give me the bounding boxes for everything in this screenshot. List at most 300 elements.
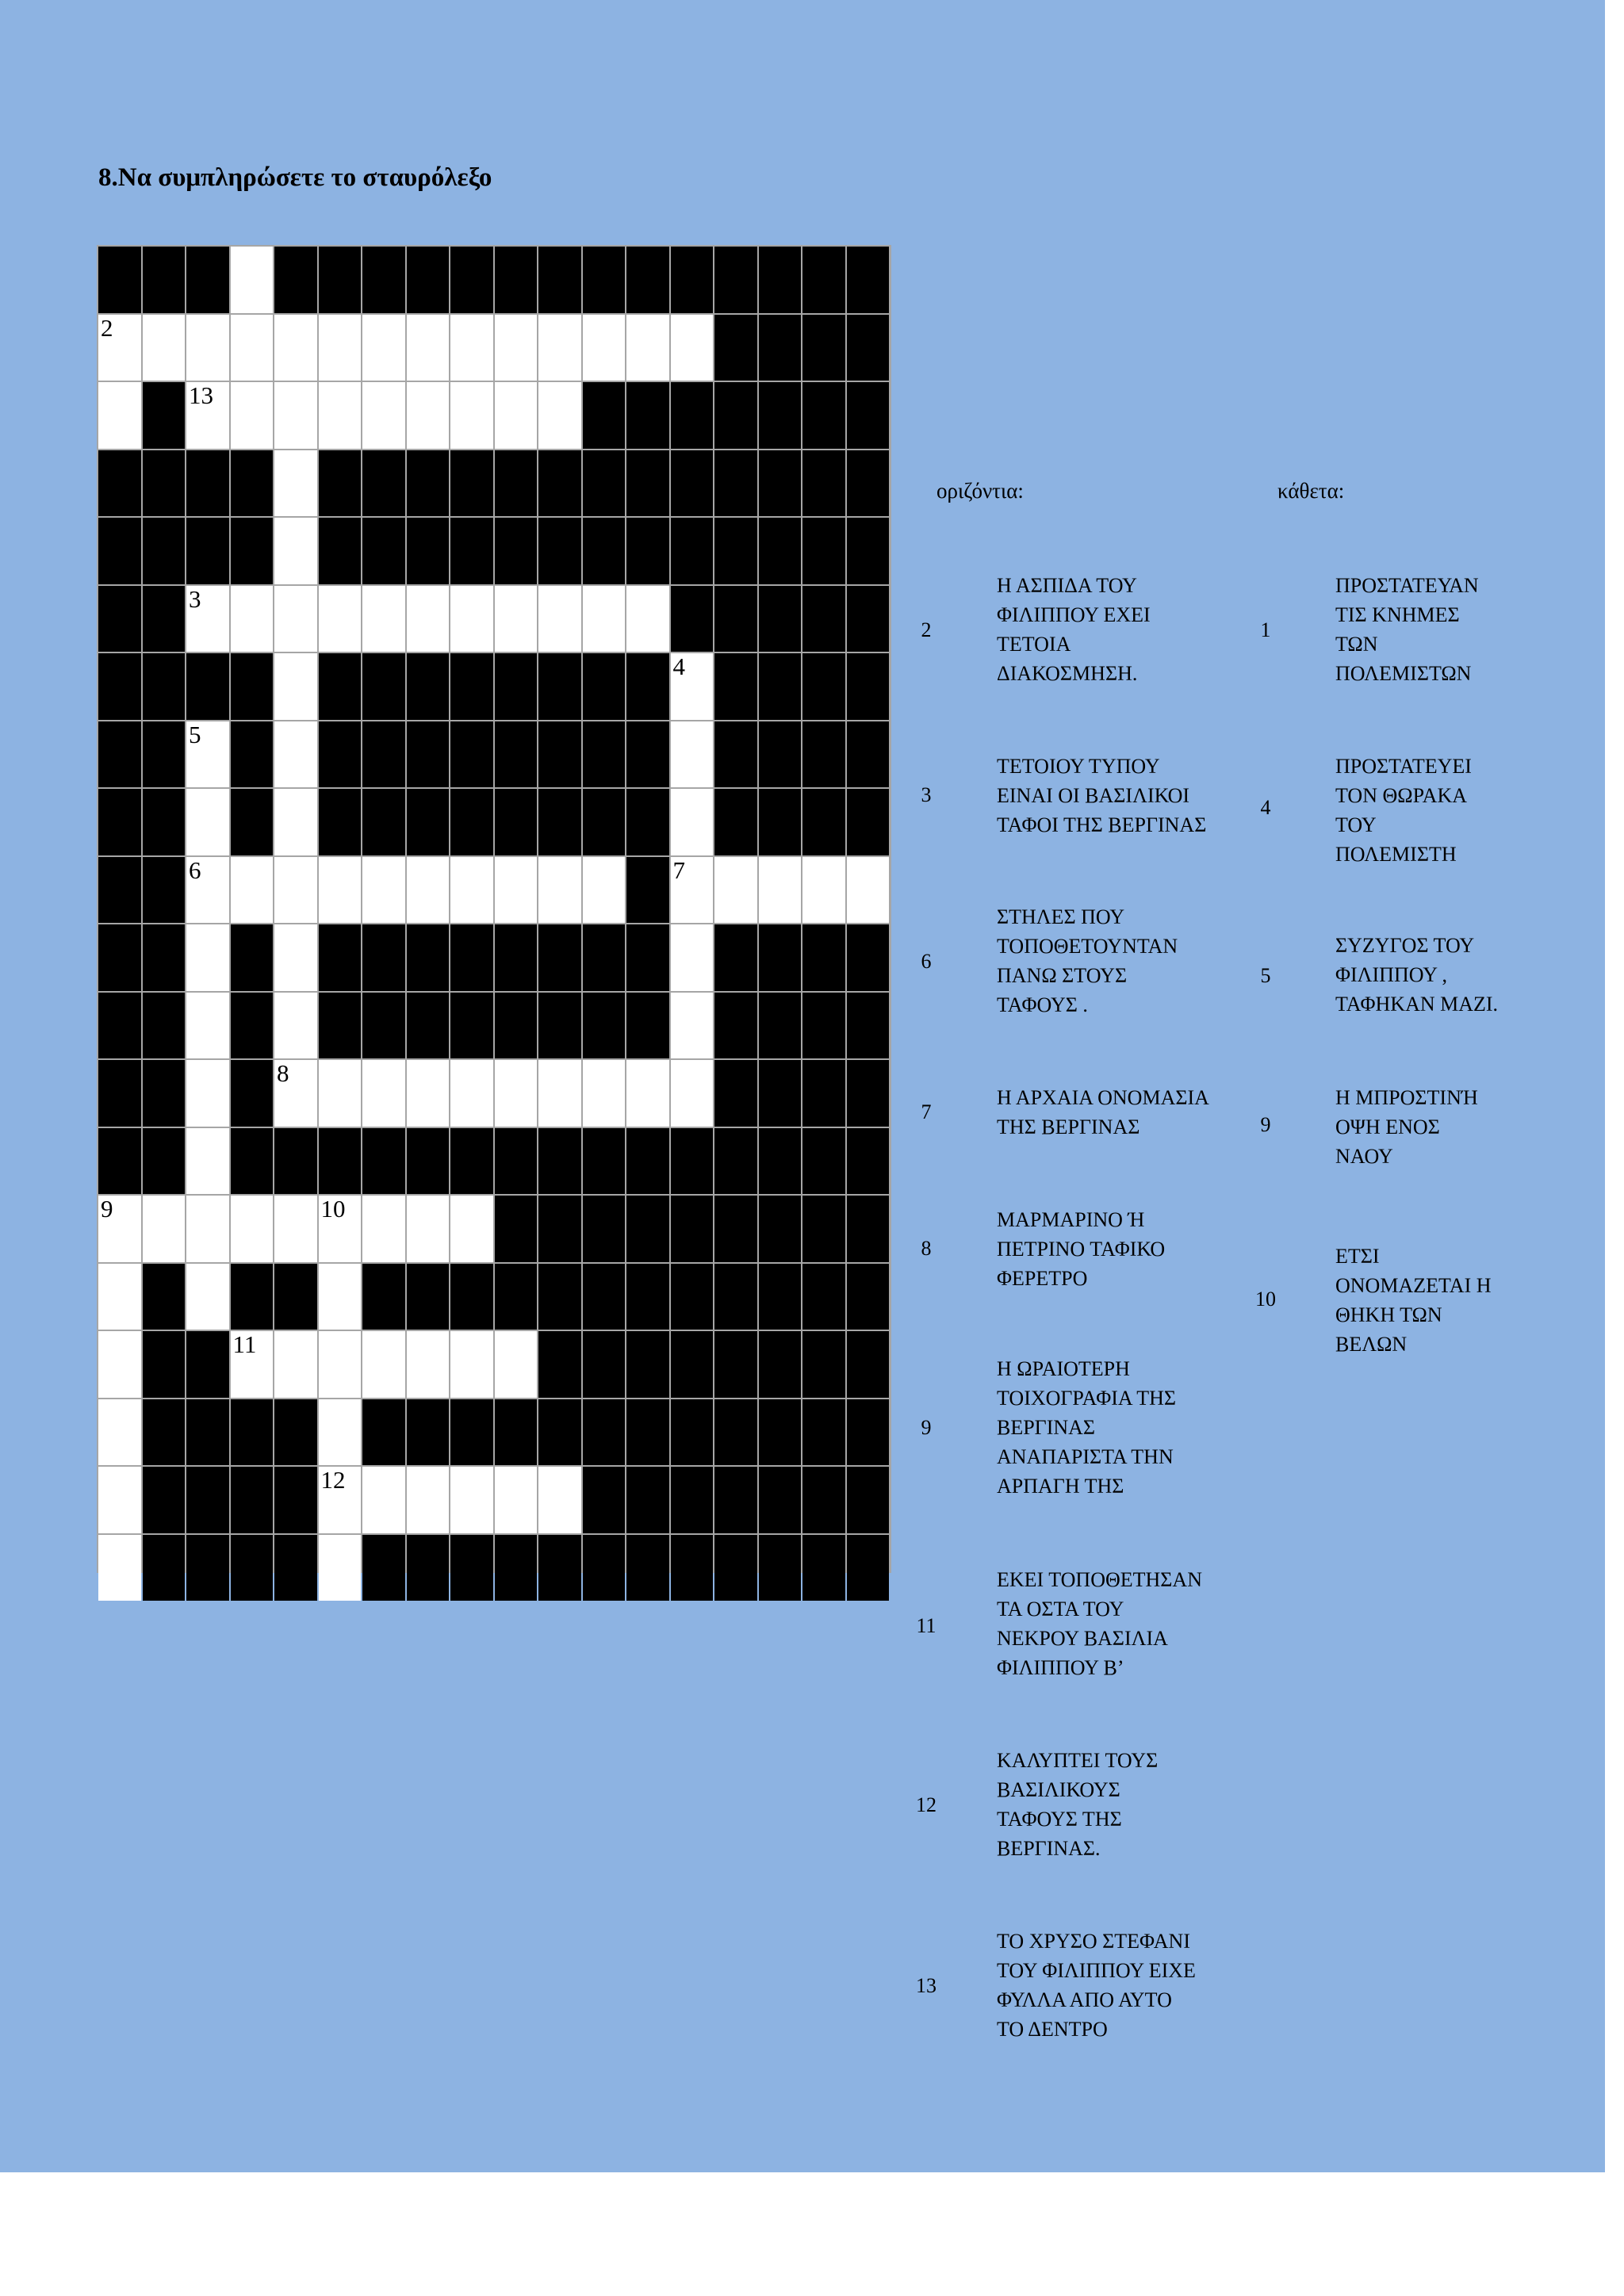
crossword-cell-blocked xyxy=(186,1535,229,1601)
crossword-cell-blocked xyxy=(186,247,229,313)
crossword-cell-blocked xyxy=(274,247,317,313)
crossword-cell-blocked xyxy=(538,1331,581,1398)
crossword-cell-blocked xyxy=(407,721,450,788)
crossword-cell-blank[interactable] xyxy=(231,382,274,449)
crossword-cell-blank[interactable] xyxy=(186,315,229,381)
across-clue-number: 12 xyxy=(916,1793,936,1816)
crossword-cell-blocked xyxy=(759,586,802,652)
crossword-cell-blocked xyxy=(714,653,757,720)
crossword-cell-blank[interactable] xyxy=(186,924,229,991)
crossword-cell-blocked xyxy=(98,653,141,720)
crossword-cell-blocked xyxy=(759,1060,802,1127)
crossword-cell-blocked xyxy=(714,1331,757,1398)
crossword-cell-blank[interactable] xyxy=(495,1331,538,1398)
crossword-cell-blocked xyxy=(759,382,802,449)
crossword-cell-blank[interactable] xyxy=(671,924,714,991)
crossword-cell-blocked xyxy=(538,721,581,788)
down-clue-text: ΕΤΣΙ ΟΝΟΜΑΖΕΤΑΙ Η ΘΗΚΗ ΤΩΝ ΒΕΛΩΝ xyxy=(1335,1245,1492,1356)
crossword-cell-blocked xyxy=(626,924,669,991)
crossword-cell-blocked xyxy=(362,1399,405,1466)
crossword-clue-number: 12 xyxy=(320,1466,346,1494)
crossword-cell-blank[interactable] xyxy=(626,315,669,381)
crossword-cell-blocked xyxy=(143,857,186,924)
crossword-cell-blank[interactable] xyxy=(319,1331,362,1398)
crossword-cell-blocked xyxy=(583,1535,626,1601)
crossword-cell-blank[interactable] xyxy=(319,382,362,449)
crossword-cell-blocked xyxy=(362,1535,405,1601)
crossword-cell-blank[interactable] xyxy=(671,993,714,1059)
crossword-cell-blocked xyxy=(274,1264,317,1330)
crossword-cell-blocked xyxy=(98,1060,141,1127)
crossword-cell-blocked xyxy=(802,1196,845,1262)
crossword-cell-blocked xyxy=(143,382,186,449)
across-clue-number: 13 xyxy=(916,1974,936,1997)
crossword-cell-blank[interactable] xyxy=(671,315,714,381)
crossword-cell-blocked xyxy=(407,1399,450,1466)
crossword-cell-blocked xyxy=(495,721,538,788)
crossword-cell-blocked xyxy=(802,789,845,855)
crossword-cell-blocked xyxy=(362,924,405,991)
crossword-cell-blocked xyxy=(362,518,405,584)
crossword-cell-blocked xyxy=(759,1467,802,1533)
crossword-cell-blank[interactable] xyxy=(362,382,405,449)
crossword-cell-blank[interactable] xyxy=(671,721,714,788)
crossword-clue-number: 10 xyxy=(320,1195,346,1223)
crossword-cell-blocked xyxy=(495,518,538,584)
crossword-cell-blank[interactable] xyxy=(407,1060,450,1127)
crossword-cell-blocked xyxy=(671,382,714,449)
crossword-cell-blocked xyxy=(407,247,450,313)
crossword-cell-blocked xyxy=(186,653,229,720)
crossword-cell-blocked xyxy=(759,1128,802,1195)
crossword-cell-blocked xyxy=(407,924,450,991)
crossword-cell-blocked xyxy=(98,518,141,584)
crossword-cell-blank[interactable] xyxy=(495,315,538,381)
across-clue-text: Η ΩΡΑΙΟΤΕΡΗ ΤΟΙΧΟΓΡΑΦΙΑ ΤΗΣ ΒΕΡΓΙΝΑΣ ΑΝΑΠΑΡΙΣΤΑ ΤΗΝ ΑΡΠΑΓΗ ΤΗΣ xyxy=(997,1357,1177,1498)
crossword-cell-blank[interactable] xyxy=(186,1196,229,1262)
crossword-cell-blocked xyxy=(186,450,229,517)
crossword-cell-blocked xyxy=(319,1128,362,1195)
crossword-cell-blank[interactable] xyxy=(98,1196,141,1262)
crossword-cell-blocked xyxy=(759,1264,802,1330)
crossword-cell-blocked xyxy=(495,1399,538,1466)
crossword-cell-blank[interactable] xyxy=(319,315,362,381)
crossword-cell-blocked xyxy=(407,653,450,720)
crossword-cell-blocked xyxy=(802,1331,845,1398)
crossword-cell-blocked xyxy=(231,1399,274,1466)
crossword-cell-blocked xyxy=(671,586,714,652)
crossword-cell-blank[interactable] xyxy=(583,586,626,652)
crossword-cell-blocked xyxy=(847,382,890,449)
crossword-cell-blank[interactable] xyxy=(362,315,405,381)
crossword-cell-blocked xyxy=(274,1535,317,1601)
crossword-cell-blank[interactable] xyxy=(98,382,141,449)
crossword-cell-blocked xyxy=(626,1331,669,1398)
crossword-clue-number: 11 xyxy=(232,1330,257,1358)
crossword-cell-blank[interactable] xyxy=(231,586,274,652)
crossword-cell-blocked xyxy=(231,653,274,720)
across-clue-text: ΜΑΡΜΑΡΙΝΟ Ή ΠΕΤΡΙΝΟ ΤΑΦΙΚΟ ΦΕΡΕΤΡΟ xyxy=(997,1208,1166,1290)
crossword-cell-blank[interactable] xyxy=(274,518,317,584)
crossword-cell-blank[interactable] xyxy=(583,857,626,924)
crossword-cell-blocked xyxy=(143,789,186,855)
crossword-cell-blocked xyxy=(362,721,405,788)
crossword-cell-blank[interactable] xyxy=(407,1196,450,1262)
crossword-cell-blank[interactable] xyxy=(362,857,405,924)
crossword-cell-blocked xyxy=(407,1535,450,1601)
crossword-cell-blank[interactable] xyxy=(319,586,362,652)
crossword-cell-blank[interactable] xyxy=(274,924,317,991)
crossword-cell-blank[interactable] xyxy=(538,586,581,652)
crossword-cell-blank[interactable] xyxy=(186,1128,229,1195)
across-clue-number: 7 xyxy=(921,1100,932,1123)
crossword-cell-blocked xyxy=(495,993,538,1059)
across-clue-number: 6 xyxy=(921,950,932,973)
crossword-cell-blocked xyxy=(450,789,493,855)
crossword-cell-blocked xyxy=(714,382,757,449)
crossword-cell-blocked xyxy=(231,1128,274,1195)
crossword-cell-blank[interactable] xyxy=(450,1196,493,1262)
crossword-cell-blocked xyxy=(759,721,802,788)
crossword-cell-blocked xyxy=(671,518,714,584)
across-clue-text: ΤΕΤΟΙΟΥ ΤΥΠΟΥ ΕΙΝΑΙ ΟΙ ΒΑΣΙΛΙΚΟΙ ΤΑΦΟΙ ΤΗΣ ΒΕΡΓΙΝΑΣ xyxy=(997,755,1207,836)
crossword-cell-blocked xyxy=(231,1467,274,1533)
crossword-cell-blocked xyxy=(495,653,538,720)
crossword-cell-blocked xyxy=(671,1331,714,1398)
crossword-cell-blocked xyxy=(714,586,757,652)
crossword-cell-blocked xyxy=(759,450,802,517)
crossword-cell-blocked xyxy=(626,518,669,584)
crossword-cell-blank[interactable] xyxy=(407,315,450,381)
crossword-cell-blocked xyxy=(231,993,274,1059)
crossword-cell-blank[interactable] xyxy=(98,1399,141,1466)
crossword-cell-blocked xyxy=(802,721,845,788)
crossword-cell-blank[interactable] xyxy=(186,1060,229,1127)
crossword-cell-blocked xyxy=(186,518,229,584)
crossword-cell-blank[interactable] xyxy=(319,1060,362,1127)
crossword-cell-blank[interactable] xyxy=(407,857,450,924)
crossword-cell-blocked xyxy=(143,1331,186,1398)
crossword-cell-blank[interactable] xyxy=(495,857,538,924)
crossword-cell-blocked xyxy=(583,993,626,1059)
crossword-cell-blank[interactable] xyxy=(186,382,229,449)
down-clue-number: 4 xyxy=(1260,796,1271,819)
crossword-cell-blocked xyxy=(802,382,845,449)
crossword-cell-blocked xyxy=(538,518,581,584)
crossword-cell-blocked xyxy=(583,789,626,855)
crossword-clue-number: 3 xyxy=(189,584,201,613)
crossword-cell-blocked xyxy=(495,247,538,313)
crossword-cell-blocked xyxy=(671,1128,714,1195)
crossword-cell-blocked xyxy=(450,518,493,584)
crossword-cell-blocked xyxy=(362,789,405,855)
crossword-cell-blocked xyxy=(759,1399,802,1466)
crossword-cell-blocked xyxy=(450,924,493,991)
crossword-cell-blank[interactable] xyxy=(583,315,626,381)
crossword-cell-blocked xyxy=(538,924,581,991)
crossword-cell-blocked xyxy=(671,247,714,313)
crossword-cell-blank[interactable] xyxy=(538,857,581,924)
crossword-clue-number: 7 xyxy=(672,855,685,884)
crossword-cell-blocked xyxy=(143,1128,186,1195)
crossword-cell-blocked xyxy=(583,382,626,449)
crossword-cell-blocked xyxy=(538,993,581,1059)
crossword-clue-number: 2 xyxy=(101,313,113,342)
crossword-cell-blank[interactable] xyxy=(274,315,317,381)
crossword-cell-blocked xyxy=(847,518,890,584)
crossword-cell-blocked xyxy=(714,1535,757,1601)
crossword-cell-blocked xyxy=(495,789,538,855)
crossword-cell-blocked xyxy=(98,586,141,652)
crossword-cell-blocked xyxy=(583,1467,626,1533)
crossword-cell-blank[interactable] xyxy=(186,857,229,924)
crossword-cell-blank[interactable] xyxy=(495,1467,538,1533)
crossword-cell-blank[interactable] xyxy=(362,1060,405,1127)
crossword-cell-blank[interactable] xyxy=(98,1535,141,1601)
crossword-cell-blocked xyxy=(538,1399,581,1466)
crossword-cell-blank[interactable] xyxy=(186,586,229,652)
crossword-cell-blank[interactable] xyxy=(759,857,802,924)
crossword-cell-blank[interactable] xyxy=(626,1060,669,1127)
crossword-cell-blocked xyxy=(362,247,405,313)
crossword-cell-blank[interactable] xyxy=(495,1060,538,1127)
crossword-cell-blank[interactable] xyxy=(450,1467,493,1533)
crossword-cell-blocked xyxy=(626,721,669,788)
crossword-cell-blank[interactable] xyxy=(407,1467,450,1533)
crossword-cell-blocked xyxy=(231,1264,274,1330)
crossword-cell-blank[interactable] xyxy=(274,993,317,1059)
crossword-cell-blank[interactable] xyxy=(274,789,317,855)
crossword-cell-blank[interactable] xyxy=(847,857,890,924)
crossword-cell-blank[interactable] xyxy=(319,857,362,924)
crossword-cell-blank[interactable] xyxy=(143,1196,186,1262)
crossword-cell-blank[interactable] xyxy=(186,721,229,788)
crossword-cell-blocked xyxy=(626,1535,669,1601)
crossword-cell-blocked xyxy=(98,721,141,788)
crossword-cell-blank[interactable] xyxy=(231,315,274,381)
crossword-cell-blank[interactable] xyxy=(538,315,581,381)
crossword-cell-blocked xyxy=(626,1467,669,1533)
crossword-cell-blank[interactable] xyxy=(274,1331,317,1398)
across-clue-number: 2 xyxy=(921,618,932,641)
crossword-cell-blank[interactable] xyxy=(98,1264,141,1330)
crossword-cell-blocked xyxy=(538,247,581,313)
crossword-cell-blocked xyxy=(802,450,845,517)
crossword-cell-blocked xyxy=(583,1264,626,1330)
crossword-cell-blocked xyxy=(538,1264,581,1330)
crossword-cell-blocked xyxy=(231,721,274,788)
crossword-cell-blank[interactable] xyxy=(802,857,845,924)
crossword-cell-blank[interactable] xyxy=(186,1264,229,1330)
crossword-cell-blank[interactable] xyxy=(538,382,581,449)
crossword-cell-blocked xyxy=(671,1399,714,1466)
crossword-cell-blank[interactable] xyxy=(274,721,317,788)
crossword-cell-blocked xyxy=(759,1535,802,1601)
crossword-cell-blank[interactable] xyxy=(274,1060,317,1127)
crossword-cell-blank[interactable] xyxy=(407,586,450,652)
crossword-cell-blocked xyxy=(407,518,450,584)
crossword-cell-blank[interactable] xyxy=(450,586,493,652)
crossword-cell-blocked xyxy=(759,993,802,1059)
crossword-cell-blocked xyxy=(714,1264,757,1330)
crossword-cell-blocked xyxy=(847,247,890,313)
crossword-cell-blocked xyxy=(714,518,757,584)
crossword-cell-blank[interactable] xyxy=(450,382,493,449)
crossword-cell-blank[interactable] xyxy=(538,1467,581,1533)
crossword-cell-blocked xyxy=(450,1399,493,1466)
crossword-cell-blocked xyxy=(231,1060,274,1127)
crossword-cell-blank[interactable] xyxy=(274,1196,317,1262)
crossword-cell-blank[interactable] xyxy=(362,1467,405,1533)
crossword-cell-blank[interactable] xyxy=(319,1399,362,1466)
crossword-cell-blocked xyxy=(714,247,757,313)
crossword-cell-blocked xyxy=(759,1331,802,1398)
crossword-cell-blocked xyxy=(538,653,581,720)
crossword-cell-blocked xyxy=(847,1060,890,1127)
crossword-cell-blocked xyxy=(626,450,669,517)
crossword-cell-blank[interactable] xyxy=(626,586,669,652)
down-clue-text: ΠΡΟΣΤΑΤΕΥΕΙ ΤΟΝ ΘΩΡΑΚΑ ΤΟΥ ΠΟΛΕΜΙΣΤΗ xyxy=(1335,755,1472,866)
crossword-cell-blocked xyxy=(495,1128,538,1195)
crossword-cell-blank[interactable] xyxy=(231,857,274,924)
crossword-cell-blank[interactable] xyxy=(407,1331,450,1398)
crossword-cell-blocked xyxy=(495,450,538,517)
crossword-cell-blocked xyxy=(671,450,714,517)
crossword-cell-blocked xyxy=(98,450,141,517)
crossword-cell-blocked xyxy=(98,789,141,855)
crossword-cell-blocked xyxy=(671,1264,714,1330)
crossword-cell-blank[interactable] xyxy=(319,1264,362,1330)
crossword-cell-blank[interactable] xyxy=(450,1331,493,1398)
crossword-clue-number: 5 xyxy=(189,720,201,748)
crossword-cell-blocked xyxy=(231,789,274,855)
crossword-cell-blocked xyxy=(847,789,890,855)
crossword-cell-blocked xyxy=(450,1264,493,1330)
crossword-cell-blocked xyxy=(714,1196,757,1262)
crossword-cell-blocked xyxy=(626,857,669,924)
crossword-cell-blocked xyxy=(495,1535,538,1601)
crossword-cell-blocked xyxy=(626,247,669,313)
crossword-cell-blocked xyxy=(143,1467,186,1533)
crossword-cell-blank[interactable] xyxy=(714,857,757,924)
crossword-cell-blank[interactable] xyxy=(671,789,714,855)
across-clue-number: 11 xyxy=(916,1614,936,1637)
crossword-cell-blank[interactable] xyxy=(362,1196,405,1262)
crossword-cell-blank[interactable] xyxy=(362,1331,405,1398)
crossword-cell-blocked xyxy=(186,1331,229,1398)
crossword-cell-blank[interactable] xyxy=(583,1060,626,1127)
crossword-cell-blocked xyxy=(802,1264,845,1330)
crossword-cell-blocked xyxy=(407,1128,450,1195)
crossword-cell-blank[interactable] xyxy=(186,993,229,1059)
crossword-cell-blocked xyxy=(847,1535,890,1601)
crossword-cell-blank[interactable] xyxy=(98,1331,141,1398)
crossword-cell-blocked xyxy=(847,586,890,652)
crossword-cell-blank[interactable] xyxy=(495,382,538,449)
crossword-cell-blocked xyxy=(759,924,802,991)
across-clue-text: Η ΑΡΧΑΙΑ ΟΝΟΜΑΣΙΑ ΤΗΣ ΒΕΡΓΙΝΑΣ xyxy=(997,1086,1209,1138)
crossword-cell-blocked xyxy=(802,1399,845,1466)
crossword-cell-blank[interactable] xyxy=(450,1060,493,1127)
crossword-cell-blocked xyxy=(583,450,626,517)
crossword-cell-blocked xyxy=(847,1196,890,1262)
crossword-cell-blocked xyxy=(538,1196,581,1262)
crossword-cell-blocked xyxy=(847,1399,890,1466)
crossword-cell-blocked xyxy=(407,1264,450,1330)
crossword-cell-blocked xyxy=(847,315,890,381)
crossword-cell-blank[interactable] xyxy=(671,857,714,924)
crossword-cell-blocked xyxy=(186,1399,229,1466)
crossword-cell-blocked xyxy=(143,586,186,652)
down-clue-number: 9 xyxy=(1260,1113,1271,1136)
crossword-cell-blank[interactable] xyxy=(362,586,405,652)
crossword-cell-blocked xyxy=(538,1128,581,1195)
crossword-cell-blocked xyxy=(626,382,669,449)
crossword-cell-blank[interactable] xyxy=(274,586,317,652)
crossword-cell-blocked xyxy=(626,789,669,855)
crossword-cell-blocked xyxy=(143,993,186,1059)
crossword-cell-blocked xyxy=(583,1128,626,1195)
crossword-cell-blocked xyxy=(583,1196,626,1262)
crossword-cell-blocked xyxy=(583,247,626,313)
crossword-cell-blank[interactable] xyxy=(231,1196,274,1262)
crossword-cell-blocked xyxy=(143,1264,186,1330)
down-clue-number: 10 xyxy=(1255,1288,1276,1311)
crossword-cell-blank[interactable] xyxy=(274,857,317,924)
down-clue-text: ΣΥΖΥΓΟΣ ΤΟΥ ΦΙΛΙΠΠΟΥ , ΤΑΦΗΚΑΝ ΜΑΖΙ. xyxy=(1335,934,1499,1016)
crossword-cell-blank[interactable] xyxy=(538,1060,581,1127)
crossword-cell-blocked xyxy=(847,993,890,1059)
crossword-cell-blocked xyxy=(450,450,493,517)
crossword-cell-blank[interactable] xyxy=(450,857,493,924)
crossword-cell-blank[interactable] xyxy=(450,315,493,381)
crossword-cell-blocked xyxy=(671,1467,714,1533)
crossword-cell-blank[interactable] xyxy=(274,653,317,720)
across-clue-number: 8 xyxy=(921,1237,932,1260)
crossword-cell-blocked xyxy=(847,1467,890,1533)
crossword-cell-blank[interactable] xyxy=(274,382,317,449)
crossword-cell-blank[interactable] xyxy=(98,1467,141,1533)
crossword-cell-blank[interactable] xyxy=(231,1331,274,1398)
crossword-cell-blocked xyxy=(143,247,186,313)
crossword-cell-blank[interactable] xyxy=(186,789,229,855)
crossword-cell-blocked xyxy=(802,247,845,313)
crossword-cell-blocked xyxy=(98,857,141,924)
crossword-cell-blocked xyxy=(847,721,890,788)
crossword-cell-blocked xyxy=(98,993,141,1059)
crossword-cell-blank[interactable] xyxy=(231,247,274,313)
crossword-cell-blocked xyxy=(362,450,405,517)
crossword-cell-blank[interactable] xyxy=(495,586,538,652)
crossword-cell-blank[interactable] xyxy=(671,653,714,720)
crossword-cell-blocked xyxy=(450,993,493,1059)
crossword-cell-blank[interactable] xyxy=(274,450,317,517)
crossword-cell-blocked xyxy=(671,1535,714,1601)
crossword-cell-blank[interactable] xyxy=(319,1467,362,1533)
crossword-cell-blocked xyxy=(407,993,450,1059)
crossword-cell-blank[interactable] xyxy=(671,1060,714,1127)
crossword-cell-blocked xyxy=(802,1128,845,1195)
crossword-cell-blocked xyxy=(583,924,626,991)
crossword-cell-blocked xyxy=(319,924,362,991)
crossword-cell-blank[interactable] xyxy=(319,1196,362,1262)
crossword-cell-blank[interactable] xyxy=(98,315,141,381)
crossword-cell-blank[interactable] xyxy=(143,315,186,381)
crossword-cell-blocked xyxy=(143,1535,186,1601)
crossword-cell-blocked xyxy=(759,315,802,381)
crossword-cell-blank[interactable] xyxy=(319,1535,362,1601)
crossword-cell-blank[interactable] xyxy=(407,382,450,449)
